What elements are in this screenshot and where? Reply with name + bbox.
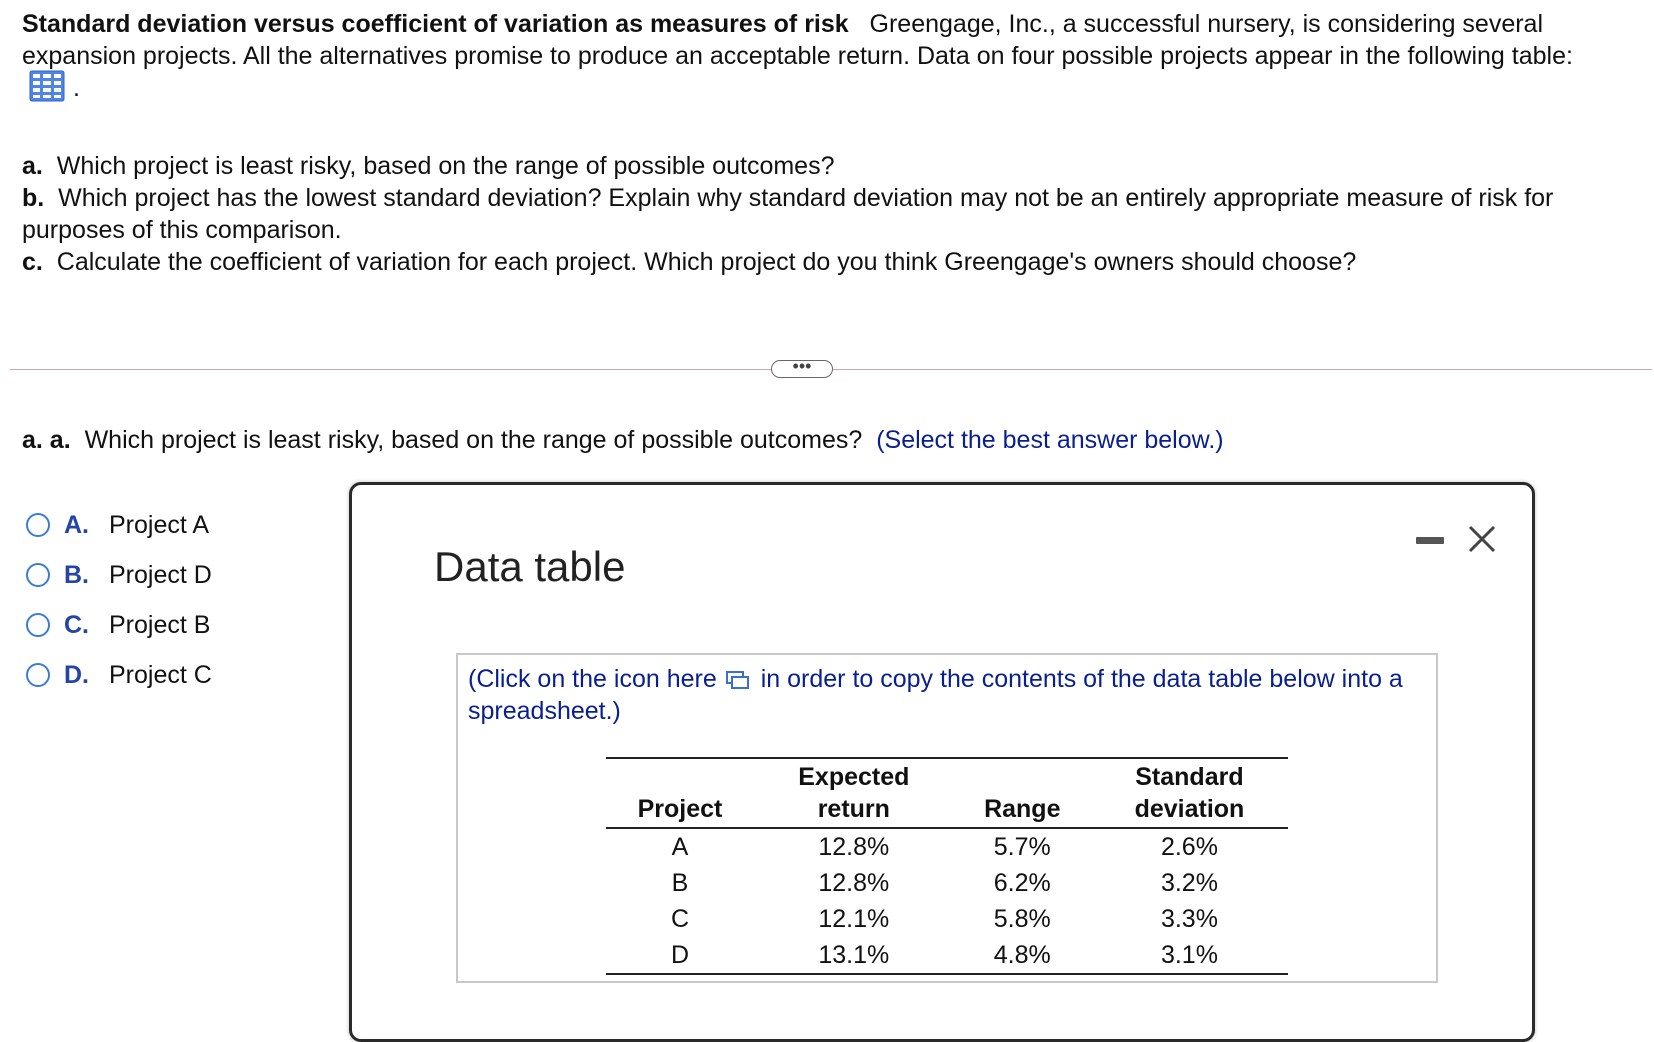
radio-button[interactable]	[26, 563, 50, 587]
table-row	[606, 865, 1288, 901]
dialog-title: Data table	[434, 543, 626, 590]
table-cell: B	[671, 868, 689, 897]
table-row	[606, 828, 1288, 865]
copy-icon[interactable]	[723, 667, 751, 689]
data-table-container	[456, 653, 1438, 983]
option-label: Project C	[109, 660, 212, 689]
option-b[interactable]: B. Project D	[26, 550, 212, 600]
question-a: a. Which project is least risky, based on the range of possible outcomes?	[22, 152, 835, 180]
table-cell: 2.6%	[1160, 832, 1218, 861]
table-cell: D	[670, 940, 690, 969]
answer-options	[26, 500, 212, 700]
option-c[interactable]: C. Project B	[26, 600, 212, 650]
table-header-row	[606, 758, 1288, 828]
table-cell: 12.8%	[818, 832, 890, 861]
table-row	[606, 901, 1288, 937]
radio-button[interactable]	[26, 613, 50, 637]
data-table	[606, 757, 1288, 975]
part-a-label: a. a.	[22, 426, 71, 454]
problem-period: .	[72, 74, 80, 102]
option-label: Project D	[109, 560, 212, 589]
option-d[interactable]: D. Project C	[26, 650, 212, 700]
table-cell: 13.1%	[818, 940, 890, 969]
part-a-text: Which project is least risky, based on the range of possible outcomes?	[84, 426, 863, 454]
data-table-dialog	[349, 482, 1535, 1042]
table-cell: A	[671, 832, 689, 861]
radio-button[interactable]	[26, 513, 50, 537]
table-cell: 12.1%	[818, 904, 890, 933]
column-header-project: Project	[606, 758, 754, 828]
expand-more-button[interactable]: •••	[771, 360, 833, 378]
radio-button[interactable]	[26, 663, 50, 687]
column-header-standard-deviation: Standard deviation	[1091, 758, 1288, 828]
table-cell: 4.8%	[993, 940, 1051, 969]
problem-title: Standard deviation versus coefficient of variation as measures of risk	[22, 10, 849, 38]
option-label: Project A	[109, 510, 210, 539]
option-label: Project B	[109, 610, 211, 639]
table-cell: 3.1%	[1160, 940, 1218, 969]
column-header-expected-return: Expected return	[754, 758, 954, 828]
table-cell: 3.2%	[1160, 868, 1218, 897]
table-cell: 3.3%	[1160, 904, 1218, 933]
question-b: b. Which project has the lowest standard deviation? Explain why standard deviation may not be an entirely appropriate measure of risk for purposes of this comparison.	[22, 184, 1554, 244]
part-a-hint: (Select the best answer below.)	[876, 426, 1224, 454]
table-row	[606, 937, 1288, 974]
table-cell: 5.7%	[993, 832, 1051, 861]
problem-text: Greengage, Inc., a successful nursery, is considering several expansion projects. All the alternatives promise to produce an acceptable return. Data on four possible projects appear in the following table:	[22, 10, 1573, 70]
minimize-icon[interactable]	[1412, 533, 1448, 547]
copy-instructions: (Click on the icon here in order to copy the contents of the data table below into a spreadsheet.)	[468, 665, 1403, 725]
part-a-question	[22, 424, 1224, 456]
table-cell: 12.8%	[818, 868, 890, 897]
column-header-range: Range	[954, 758, 1091, 828]
table-cell: C	[670, 904, 690, 933]
question-list	[22, 150, 1632, 278]
table-cell: 5.8%	[993, 904, 1051, 933]
problem-statement	[22, 8, 1622, 106]
question-c: c. Calculate the coefficient of variation for each project. Which project do you think Greengage's owners should choose?	[22, 248, 1357, 276]
table-grid-icon[interactable]	[28, 69, 66, 103]
option-a[interactable]: A. Project A	[26, 500, 212, 550]
table-cell: 6.2%	[993, 868, 1051, 897]
close-icon[interactable]	[1464, 521, 1500, 557]
